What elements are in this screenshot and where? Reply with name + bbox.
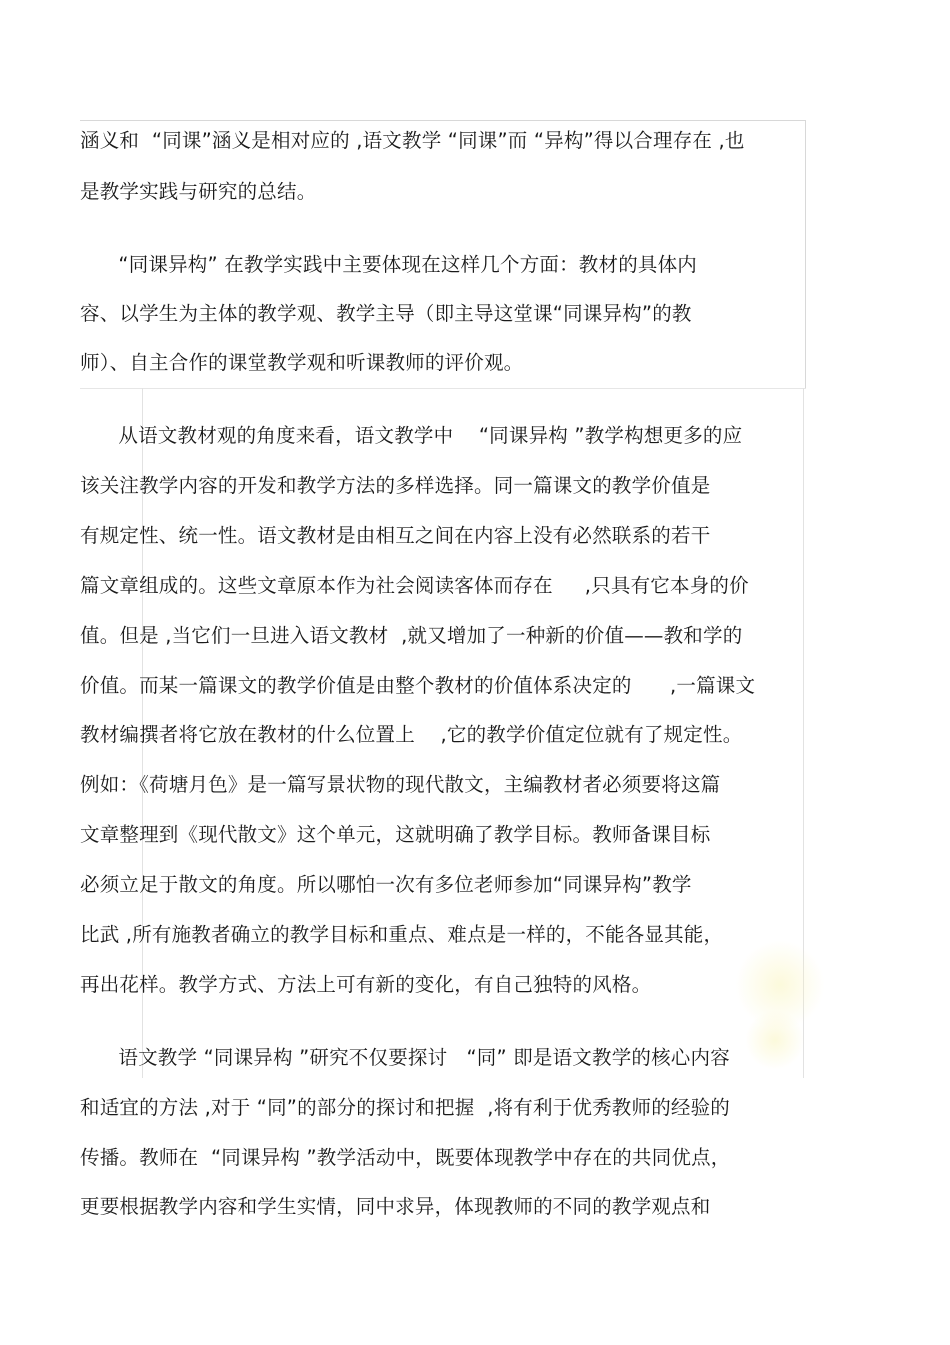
text-line: 必须立足于散文的角度。所以哪怕一次有多位老师参加“同课异构”教学 [80, 873, 692, 896]
text-line: 容、以学生为主体的教学观、教学主导（即主导这堂课“同课异构”的教 [80, 302, 692, 325]
text-line: 值。但是 ,当它们一旦进入语文教材 ,就又增加了一种新的价值——教和学的 [80, 624, 743, 647]
text-line: 传播。教师在 “同课异构 ”教学活动中，既要体现教学中存在的共同优点， [80, 1146, 731, 1169]
text-line: 篇文章组成的。这些文章原本作为社会阅读客体而存在 ,只具有它本身的价 [80, 574, 749, 597]
text-line: 价值。而某一篇课文的教学价值是由整个教材的价值体系决定的 ,一篇课文 [80, 674, 756, 697]
scan-stain [745, 1010, 805, 1070]
text-line: 更要根据教学内容和学生实情，同中求异，体现教师的不同的教学观点和 [80, 1195, 711, 1218]
text-line: 比武 ,所有施教者确立的教学目标和重点、难点是一样的，不能各显其能， [80, 923, 724, 946]
text-line: 文章整理到《现代散文》这个单元，这就明确了教学目标。教师备课目标 [80, 823, 711, 846]
text-line: 师）、自主合作的课堂教学观和听课教师的评价观。 [80, 351, 524, 374]
text-line: 和适宜的方法 ,对于 “同”的部分的探讨和把握 ,将有利于优秀教师的经验的 [80, 1096, 730, 1119]
text-line: 从语文教材观的角度来看，语文教学中 “同课异构 ”教学构想更多的应 [80, 424, 743, 447]
text-line: “同课异构” 在教学实践中主要体现在这样几个方面：教材的具体内 [80, 253, 697, 276]
text-line: 教材编撰者将它放在教材的什么位置上 ,它的教学价值定位就有了规定性。 [80, 723, 743, 746]
text-line: 涵义和 “同课”涵义是相对应的 ,语文教学 “同课”而 “异构”得以合理存在 ,也 [80, 129, 745, 152]
frame-right-line-upper [805, 120, 806, 388]
frame-top-line [80, 120, 806, 121]
text-line: 语文教学 “同课异构 ”研究不仅要探讨 “同” 即是语文教学的核心内容 [80, 1046, 730, 1069]
text-line: 例如：《荷塘月色》是一篇写景状物的现代散文，主编教材者必须要将这篇 [80, 773, 721, 796]
text-line: 是教学实践与研究的总结。 [80, 180, 317, 203]
text-line: 有规定性、统一性。语文教材是由相互之间在内容上没有必然联系的若干 [80, 524, 711, 547]
text-line: 再出花样。教学方式、方法上可有新的变化，有自己独特的风格。 [80, 973, 652, 996]
frame-mid-line [80, 388, 806, 389]
text-line: 该关注教学内容的开发和教学方法的多样选择。同一篇课文的教学价值是 [80, 474, 711, 497]
